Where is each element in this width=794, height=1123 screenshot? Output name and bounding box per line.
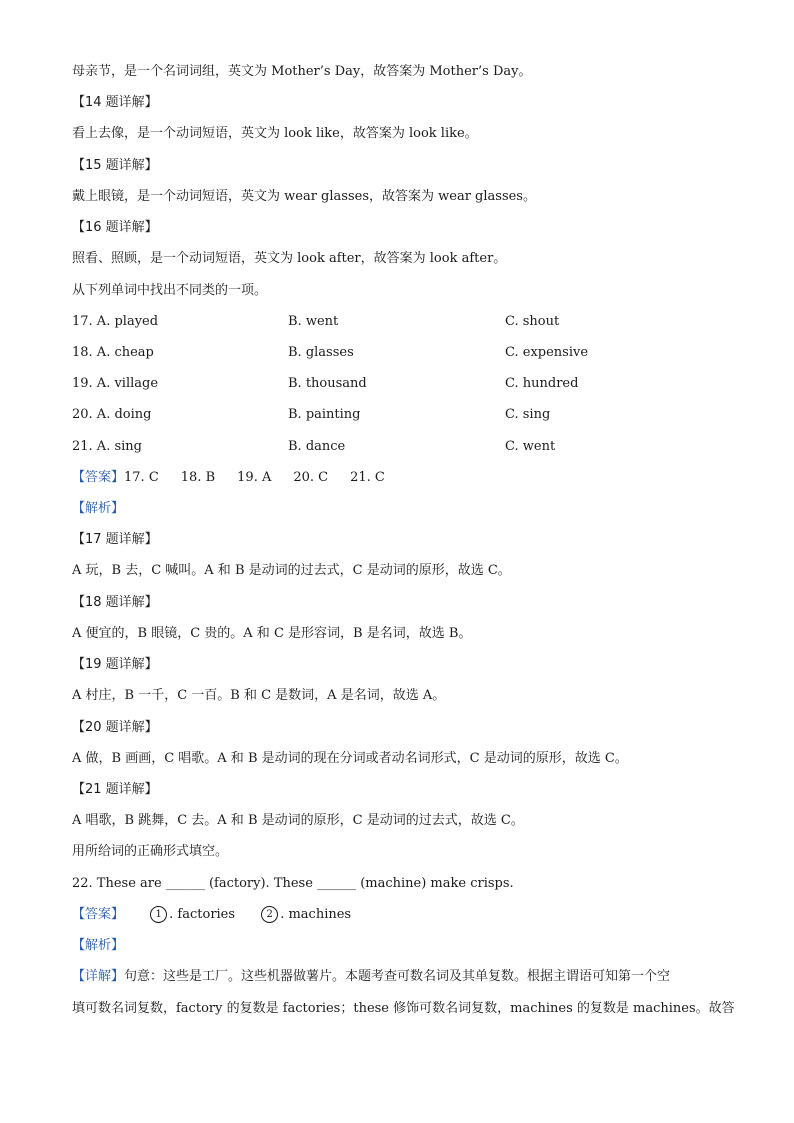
section-heading-17: 【17 题详解】 <box>72 532 158 547</box>
option-a: 17. A. played <box>72 314 159 329</box>
section-heading-19: 【19 题详解】 <box>72 657 158 672</box>
question-22: 22. These are ______ (factory). These ______ (machine) make crisps. <box>72 876 514 891</box>
answer-value: . factories <box>169 907 236 922</box>
option-b: B. painting <box>288 407 361 422</box>
instruction: 从下列单词中找出不同类的一项。 <box>72 283 268 298</box>
answer-item: 17. C <box>124 470 159 485</box>
option-b: B. went <box>288 314 339 329</box>
detail-text: A 做，B 画画，C 唱歌。A 和 B 是动词的现在分词或者动名词形式，C 是动词的原形，故选 C。 <box>72 751 628 766</box>
option-a: 19. A. village <box>72 376 159 391</box>
option-c: C. shout <box>505 314 560 329</box>
detail-text: A 便宜的，B 眼镜，C 贵的。A 和 C 是形容词，B 是名词，故选 B。 <box>72 626 472 641</box>
analysis-label: 【解析】 <box>72 501 125 516</box>
detail-text-1: 句意：这些是工厂。这些机器做薯片。本题考查可数名词及其单复数。根据主谓语可知第一个空 <box>124 969 671 984</box>
circled-number: 2 <box>261 906 278 923</box>
text-line: 母亲节，是一个名词词组，英文为 Mother’s Day，故答案为 Mother’s Day。 <box>72 64 532 79</box>
section-heading-15: 【15 题详解】 <box>72 158 158 173</box>
option-a: 20. A. doing <box>72 407 152 422</box>
detail-text: A 村庄，B 一千，C 一百。B 和 C 是数词，A 是名词，故选 A。 <box>72 688 446 703</box>
answer-item: 21. C <box>350 470 385 485</box>
answer-row <box>72 905 351 925</box>
section-heading-21: 【21 题详解】 <box>72 782 158 797</box>
option-b: B. dance <box>288 439 346 454</box>
option-c: C. hundred <box>505 376 579 391</box>
section-heading-14: 【14 题详解】 <box>72 95 158 110</box>
answer-label: 【答案】 <box>72 907 125 922</box>
detail-text <box>72 967 670 987</box>
analysis-label: 【解析】 <box>72 938 125 953</box>
answer-row <box>72 468 407 488</box>
answer-item: 18. B <box>180 470 216 485</box>
text-line: 戴上眼镜，是一个动词短语，英文为 wear glasses，故答案为 wear glasses。 <box>72 189 536 204</box>
section-heading-20: 【20 题详解】 <box>72 720 158 735</box>
option-c: C. sing <box>505 407 551 422</box>
option-b: B. thousand <box>288 376 367 391</box>
option-c: C. went <box>505 439 556 454</box>
instruction: 用所给词的正确形式填空。 <box>72 844 229 859</box>
detail-label: 【详解】 <box>72 969 125 984</box>
text-line: 看上去像，是一个动词短语，英文为 look like，故答案为 look like。 <box>72 126 478 141</box>
text-line: 照看、照顾，是一个动词短语，英文为 look after，故答案为 look after。 <box>72 251 507 266</box>
circled-number: 1 <box>150 906 167 923</box>
section-heading-18: 【18 题详解】 <box>72 595 158 610</box>
option-b: B. glasses <box>288 345 354 360</box>
answer-item: 20. C <box>293 470 329 485</box>
option-a: 21. A. sing <box>72 439 142 454</box>
detail-text: A 唱歌，B 跳舞，C 去。A 和 B 是动词的原形，C 是动词的过去式，故选 C。 <box>72 813 524 828</box>
answer-item: 19. A <box>237 470 272 485</box>
option-a: 18. A. cheap <box>72 345 154 360</box>
detail-text: A 玩，B 去，C 喊叫。A 和 B 是动词的过去式，C 是动词的原形，故选 C。 <box>72 563 511 578</box>
section-heading-16: 【16 题详解】 <box>72 220 158 235</box>
answer-value: . machines <box>280 907 352 922</box>
option-c: C. expensive <box>505 345 589 360</box>
detail-text-2: 填可数名词复数，factory 的复数是 factories；these 修饰可数名词复数，machines 的复数是 machines。故答 <box>72 1001 735 1016</box>
answer-label: 【答案】 <box>72 470 125 485</box>
